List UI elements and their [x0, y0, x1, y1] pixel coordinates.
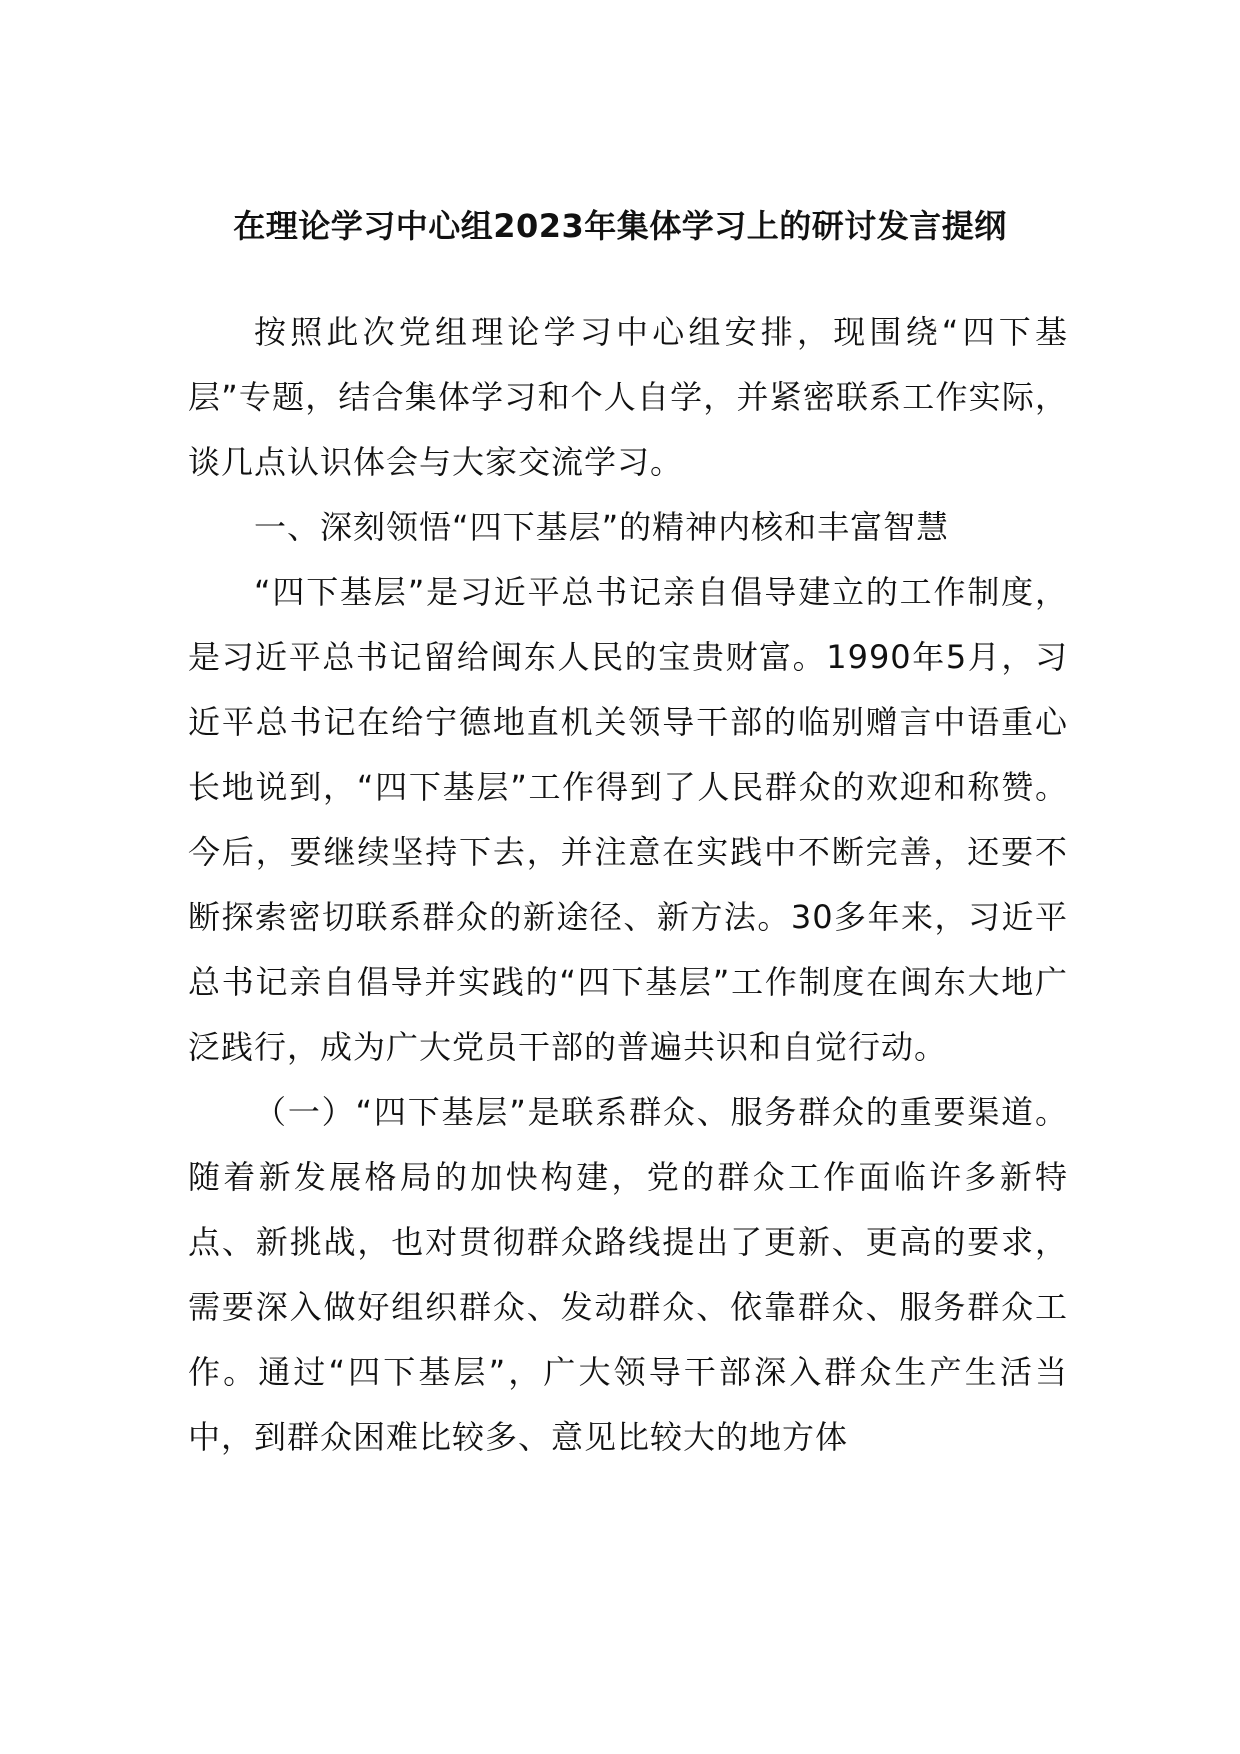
intro-paragraph: 按照此次党组理论学习中心组安排，现围绕“四下基层”专题，结合集体学习和个人自学，并紧密联系工作实际，谈几点认识体会与大家交流学习。	[188, 313, 1068, 481]
document-title: 在理论学习中心组2023年集体学习上的研讨发言提纲	[233, 207, 1007, 245]
document-body	[188, 300, 1068, 1470]
section-heading-1: 一、深刻领悟“四下基层”的精神内核和丰富智慧	[254, 508, 950, 546]
body-paragraph: “四下基层”是习近平总书记亲自倡导建立的工作制度，是习近平总书记留给闽东人民的宝贵财富。1990年5月，习近平总书记在给宁德地直机关领导干部的临别赠言中语重心长地说到，“四下基层”工作得到了人民群众的欢迎和称赞。今后，要继续坚持下去，并注意在实践中不断完善，还要不断探索密切联系群众的新途径、新方法。30多年来，习近平总书记亲自倡导并实践的“四下基层”工作制度在闽东大地广泛践行，成为广大党员干部的普遍共识和自觉行动。	[188, 573, 1068, 1066]
subsection-paragraph-1: （一）“四下基层”是联系群众、服务群众的重要渠道。随着新发展格局的加快构建，党的群众工作面临许多新特点、新挑战，也对贯彻群众路线提出了更新、更高的要求，需要深入做好组织群众、发动群众、依靠群众、服务群众工作。通过“四下基层”，广大领导干部深入群众生产生活当中，到群众困难比较多、意见比较大的地方体	[188, 1093, 1068, 1456]
